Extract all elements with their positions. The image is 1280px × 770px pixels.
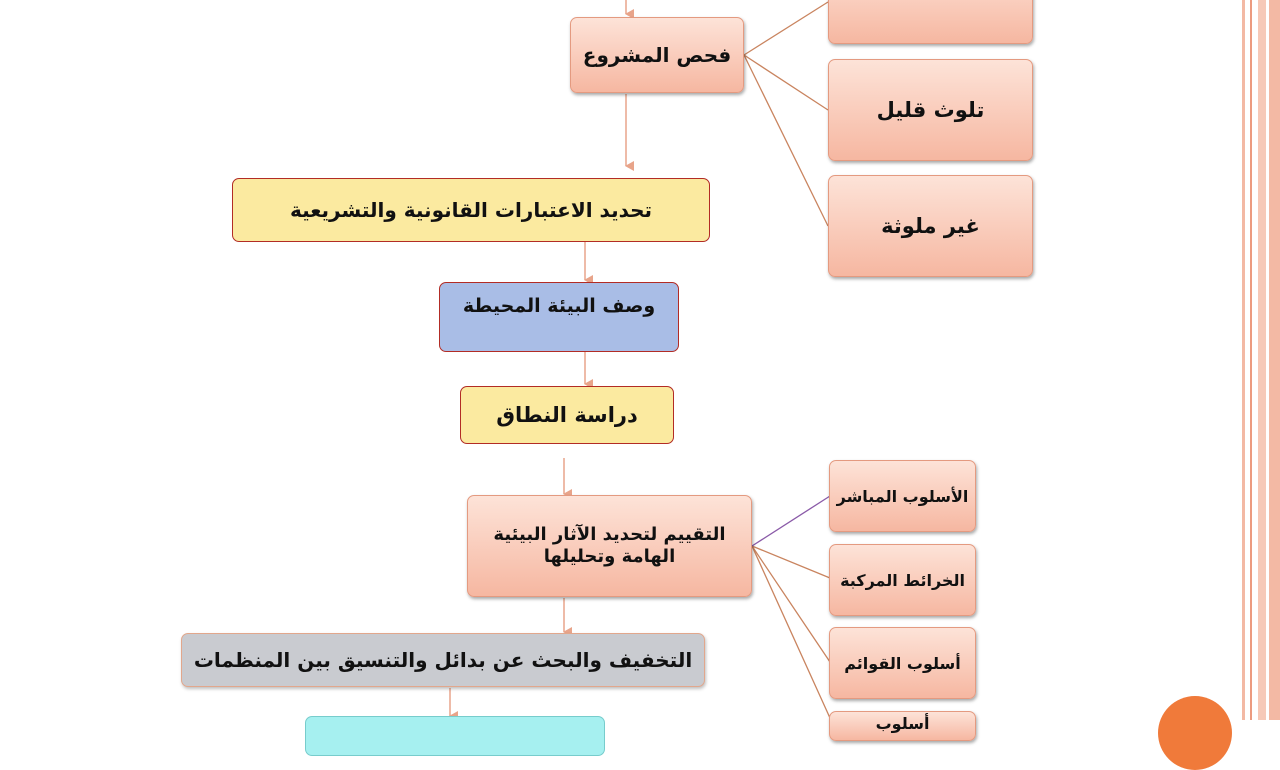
branch-screening-top <box>744 2 828 55</box>
outcome-non-polluting-label: غير ملوثة <box>881 214 980 238</box>
legal-considerations-label: تحديد الاعتبارات القانونية والتشريعية <box>289 198 653 222</box>
branch-assess-direct <box>752 496 830 546</box>
impact-assessment-box <box>467 495 752 597</box>
decorative-side-stripes <box>1236 0 1280 720</box>
project-screening-box <box>570 17 744 93</box>
project-screening-label: فحص المشروع <box>582 43 732 67</box>
method-composite-maps-label: الخرائط المركبة <box>840 570 965 590</box>
environment-description-label: وصف البيئة المحيطة <box>462 295 656 317</box>
branch-assess-lists <box>752 546 830 662</box>
mitigation-box <box>181 633 705 687</box>
method-composite-maps-box <box>829 544 976 616</box>
mitigation-label: التخفيف والبحث عن بدائل والتنسيق بين المنظمات <box>193 648 693 672</box>
outcome-low-pollution-label: تلوث قليل <box>876 98 985 122</box>
method-direct-box <box>829 460 976 532</box>
branch-screening-low <box>744 55 828 110</box>
scope-study-label: دراسة النطاق <box>496 403 638 427</box>
outcome-low-pollution-box <box>828 59 1033 161</box>
impact-assessment-label: التقييم لتحديد الآثار البيئية الهامة وتحليلها <box>493 524 726 567</box>
outcome-top-box <box>828 0 1033 44</box>
method-lists-label: أسلوب القوائم <box>844 653 961 673</box>
slide-number-circle <box>1158 696 1232 770</box>
method-bottom-box <box>829 711 976 741</box>
method-direct-label: الأسلوب المباشر <box>836 486 969 506</box>
branch-assess-bottom <box>752 546 830 718</box>
legal-considerations-box <box>232 178 710 242</box>
method-bottom-label: أسلوب <box>875 714 930 733</box>
scope-study-box <box>460 386 674 444</box>
outcome-non-polluting-box <box>828 175 1033 277</box>
environment-description-box <box>439 282 679 352</box>
method-lists-box <box>829 627 976 699</box>
branch-screening-non <box>744 55 828 226</box>
next-step-box <box>305 716 605 756</box>
